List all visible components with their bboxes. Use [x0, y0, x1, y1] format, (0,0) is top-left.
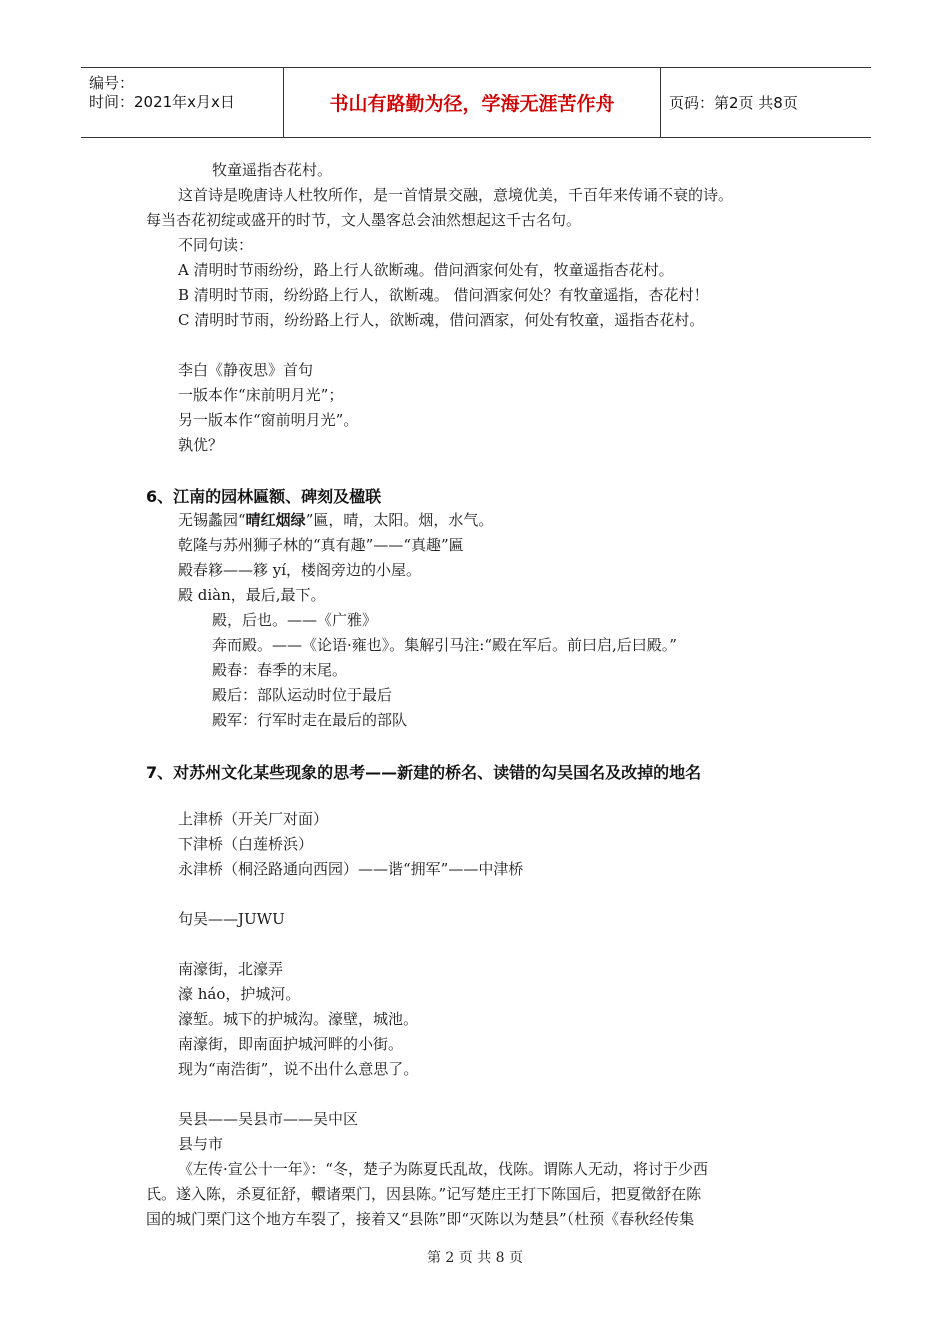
- text-line: 句吴——JUWU: [178, 910, 285, 928]
- document-number-label: 编号：: [89, 74, 135, 92]
- text-line: 殿，后也。——《广雅》: [212, 611, 378, 629]
- text-line: 殿后：部队运动时位于最后: [212, 686, 393, 704]
- text-line: 殿 diàn，最后,最下。: [178, 586, 326, 604]
- text-line: 乾隆与苏州狮子林的“真有趣”——“真趣”匾: [178, 536, 464, 554]
- text-line: 牧童遥指杏花村。: [212, 161, 333, 179]
- text-line: 永津桥（桐泾路通向西园）——谐“拥军”——中津桥: [178, 860, 524, 878]
- text-line: 下津桥（白莲桥浜）: [178, 835, 314, 853]
- document-date: 时间：2021年x月x日: [89, 93, 235, 111]
- text-line: 孰优？: [178, 436, 224, 454]
- text-fragment: ”匾，晴，太阳。烟，水气。: [305, 511, 494, 529]
- text-line: 南濠街，即南面护城河畔的小街。: [178, 1035, 404, 1053]
- text-line: 上津桥（开关厂对面）: [178, 810, 329, 828]
- text-line: 国的城门栗门这个地方车裂了，接着又“县陈”即“灭陈以为楚县”（杜预《春秋经传集: [146, 1210, 695, 1228]
- text-line: 不同句读：: [178, 236, 254, 254]
- text-line: 每当杏花初绽或盛开的时节，文人墨客总会油然想起这千古名句。: [146, 211, 582, 229]
- text-line: 南濠街，北濠弄: [178, 960, 284, 978]
- header-page-info: 页码：第2页 共8页: [669, 94, 798, 112]
- text-fragment: 无锡蠡园“: [178, 511, 246, 529]
- text-line: 县与市: [178, 1135, 224, 1153]
- text-line: 吴县——吴县市——吴中区: [178, 1110, 359, 1128]
- text-line: 濠堑。城下的护城沟。濠壁，城池。: [178, 1010, 419, 1028]
- page-header: [81, 67, 871, 138]
- text-line: B 清明时节雨，纷纷路上行人，欲断魂。 借问酒家何处？有牧童遥指，杏花村！: [178, 286, 709, 304]
- text-line: 殿春：春季的末尾。: [212, 661, 348, 679]
- header-motto: 书山有路勤为径，学海无涯苦作舟: [329, 93, 615, 115]
- header-motto-cell: [284, 68, 661, 137]
- text-line: 另一版本作“窗前明月光”。: [178, 411, 359, 429]
- text-line: 氏。遂入陈，杀夏征舒，轘诸栗门，因县陈。”记写楚庄王打下陈国后，把夏徵舒在陈: [146, 1185, 702, 1203]
- text-line: 濠 háo，护城河。: [178, 985, 301, 1003]
- text-line: 一版本作“床前明月光”；: [178, 386, 344, 404]
- text-line: 殿军：行军时走在最后的部队: [212, 711, 408, 729]
- text-line: 李白《静夜思》首句: [178, 361, 314, 379]
- text-line: A 清明时节雨纷纷，路上行人欲断魂。借问酒家何处有，牧童遥指杏花村。: [178, 261, 674, 279]
- text-line: 殿春簃——簃 yí，楼阁旁边的小屋。: [178, 561, 422, 579]
- highlighted-phrase: 晴红烟绿: [245, 511, 306, 529]
- text-line: 奔而殿。——《论语·雍也》。集解引马注:“殿在军后。前曰启,后曰殿。”: [212, 636, 677, 654]
- section-heading-6: 6、江南的园林匾额、碑刻及楹联: [146, 487, 382, 506]
- text-line: 现为“南浩街”，说不出什么意思了。: [178, 1060, 419, 1078]
- page-footer: 第 2 页 共 8 页: [426, 1250, 524, 1266]
- text-line: 这首诗是晚唐诗人杜牧所作，是一首情景交融，意境优美，千百年来传诵不衰的诗。: [178, 186, 734, 204]
- text-line: C 清明时节雨，纷纷路上行人，欲断魂，借问酒家，何处有牧童，遥指杏花村。: [178, 311, 705, 329]
- header-meta-cell: [81, 68, 284, 137]
- header-page-cell: [661, 68, 871, 137]
- text-line: 《左传·宣公十一年》：“冬，楚子为陈夏氏乱故，伐陈。谓陈人无动，将讨于少西: [178, 1160, 708, 1178]
- text-line: [178, 510, 493, 530]
- section-heading-7: 7、对苏州文化某些现象的思考——新建的桥名、读错的勾吴国名及改掉的地名: [146, 763, 702, 782]
